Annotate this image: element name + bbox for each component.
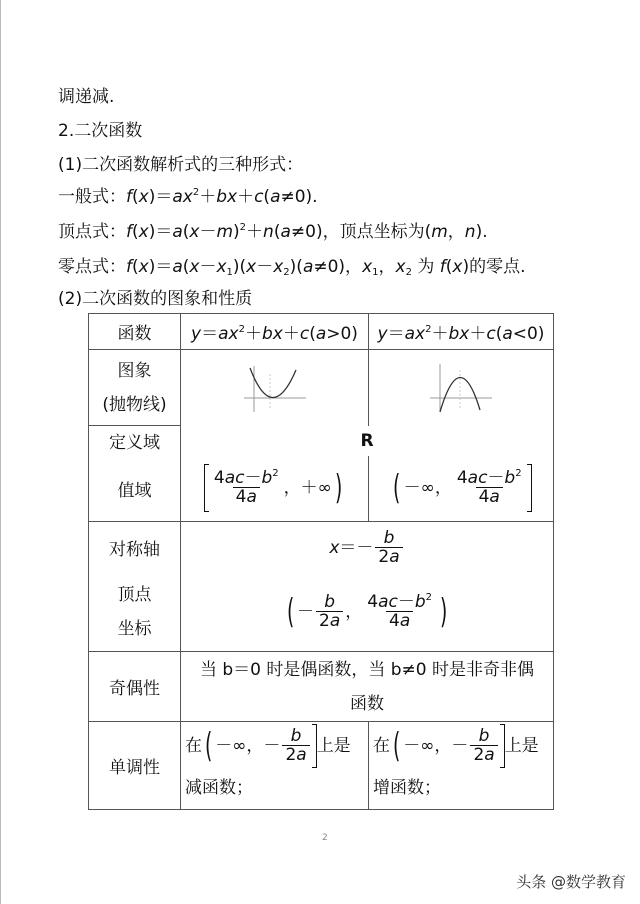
monotonicity-row-label: 单调性 [89,722,181,810]
zero-form-label: 零点式： [58,257,126,277]
table-row-header [89,314,554,350]
vertex-form-label: 顶点式： [58,222,126,242]
upward-parabola-graph [240,360,310,416]
table-row-graph [89,350,554,426]
domain-row-label: 定义域 [89,426,181,456]
watermark: 头条 @数学教育 [516,873,626,891]
subheading-properties: (2)二次函数的图象和性质 [58,289,253,309]
header-cell-label: 函数 [89,314,181,350]
parity-value: 当 b＝0 时是偶函数，当 b≠0 时是非奇非偶 函数 [181,652,554,722]
monotonicity-a-negative: 在( －∞，－ $\frac{b}{2a}$ 上是 增函数； [369,722,554,810]
vertex-form-tail: ，顶点坐标为 [322,222,425,242]
zero-form-line [58,256,526,278]
range-a-positive: $\frac{4ac-b^2}{4a}$ ，＋∞) [181,456,369,522]
downward-parabola-graph [426,360,496,416]
range-fraction-right: $\frac{4ac-b^2}{4a}$ [456,468,522,508]
table-row-domain [89,426,554,456]
axis-row-label: 对称轴 [89,522,181,574]
properties-table [88,313,554,810]
graph-downward-parabola [369,350,554,426]
domain-value: R [181,426,554,456]
vertex-coordinates: (m，n). [424,222,488,242]
section-heading: 2.二次函数 [58,121,143,141]
general-form-formula: $f(x)=ax^2+bx+c(a\ne 0)$. [126,187,318,207]
header-cell-a-positive: $y=ax^2+bx+c(a>0)$ [181,314,369,350]
vertex-row-label: 顶点 坐标 [89,574,181,652]
zero-form-formula: $f(x)=a(x-x_1)(x-x_2)(a\ne 0)$，$x_1$，$x_2$ 为 f(x) [126,257,470,278]
general-form-line [58,186,318,208]
axis-value: x＝－ $\frac{b}{2a}$ [181,522,554,574]
vertex-form-line [58,221,488,243]
graph-upward-parabola [181,350,369,426]
table-row-range [89,456,554,522]
vertex-form-formula: $f(x)=a(x-m)^2+n(a\ne 0)$ [126,222,323,242]
subheading-forms: (1)二次函数解析式的三种形式： [58,155,304,175]
table-row-axis [89,522,554,574]
table-row-vertex [89,574,554,652]
page-border [0,0,1,904]
text-line-continuation: 调递减. [58,87,115,107]
range-fraction-left: $\frac{4ac-b^2}{4a}$ [213,468,279,508]
range-a-negative: ( －∞， $\frac{4ac-b^2}{4a}$ [369,456,554,522]
general-form-label: 一般式： [58,187,126,207]
vertex-value: ( － $\frac{b}{2a}$ ， $\frac{4ac-b^2}{4a}$ ) [181,574,554,652]
parity-row-label: 奇偶性 [89,652,181,722]
table-row-monotonicity [89,722,554,810]
range-row-label: 值域 [89,456,181,522]
table-row-parity [89,652,554,722]
header-cell-a-negative: $y=ax^2+bx+c(a<0)$ [369,314,554,350]
graph-row-label: 图象 (抛物线) [89,350,181,426]
monotonicity-a-positive: 在( －∞，－ $\frac{b}{2a}$ 上是 减函数； [181,722,369,810]
page-number: 2 [322,833,328,843]
zero-form-tail: 的零点. [469,257,526,277]
